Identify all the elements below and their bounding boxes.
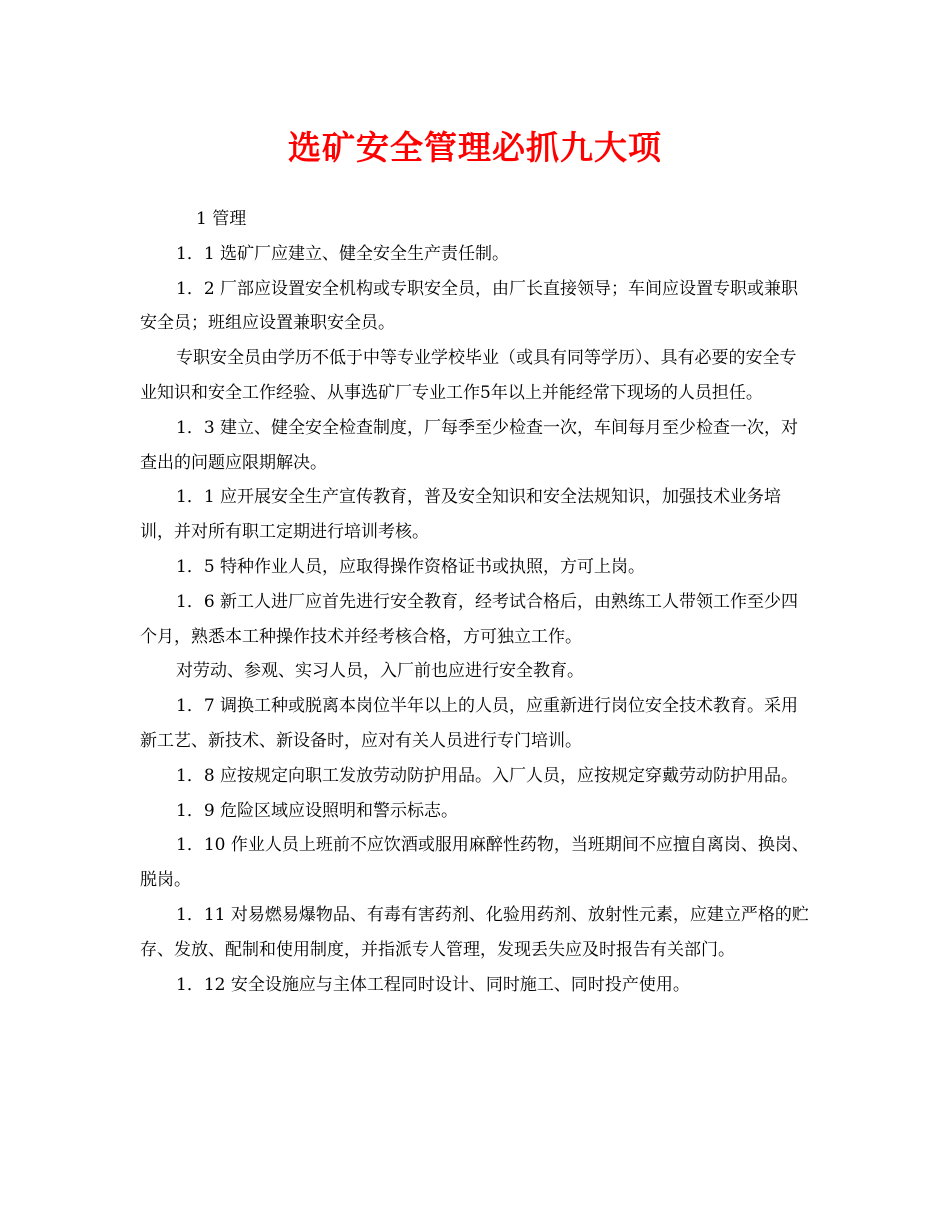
- paragraph: 1．6 新工人进厂应首先进行安全教育，经考试合格后，由熟练工人带领工作至少四个月，熟悉本工种操作技术并经考核合格，方可独立工作。: [140, 591, 799, 647]
- paragraph: 1．1 选矿厂应建立、健全安全生产责任制。: [176, 243, 510, 264]
- paragraph: 1．3 建立、健全安全检查制度，厂每季至少检查一次，车间每月至少检查一次，对查出的问题应限期解决。: [140, 417, 799, 473]
- document-title: 选矿安全管理必抓九大项: [288, 128, 662, 167]
- document-body: [140, 202, 812, 1002]
- paragraph: 1．2 厂部应设置安全机构或专职安全员，由厂长直接领导；车间应设置专职或兼职安全员；班组应设置兼职安全员。: [140, 278, 799, 334]
- paragraph: 1．9 危险区域应设照明和警示标志。: [176, 800, 459, 821]
- paragraph: 1．12 安全设施应与主体工程同时设计、同时施工、同时投产使用。: [176, 974, 690, 995]
- paragraph: 1 管理: [196, 209, 247, 229]
- paragraph: 1．10 作业人员上班前不应饮酒或服用麻醉性药物，当班期间不应擅自离岗、换岗、脱岗。: [140, 835, 809, 891]
- paragraph: 1．1 应开展安全生产宣传教育，普及安全知识和安全法规知识，加强技术业务培训，并对所有职工定期进行培训考核。: [140, 487, 782, 543]
- paragraph: 1．5 特种作业人员，应取得操作资格证书或执照，方可上岗。: [176, 556, 646, 577]
- paragraph: 1．11 对易燃易爆物品、有毒有害药剂、化验用药剂、放射性元素，应建立严格的贮存、发放、配制和使用制度，并指派专人管理，发现丢失应及时报告有关部门。: [140, 904, 809, 960]
- paragraph: 1．7 调换工种或脱离本岗位半年以上的人员，应重新进行岗位安全技术教育。采用新工艺、新技术、新设备时，应对有关人员进行专门培训。: [140, 696, 799, 751]
- paragraph: 专职安全员由学历不低于中等专业学校毕业（或具有同等学历）、具有必要的安全专业知识和安全工作经验、从事选矿厂专业工作5年以上并能经常下现场的人员担任。: [140, 348, 797, 403]
- paragraph: 对劳动、参观、实习人员，入厂前也应进行安全教育。: [176, 661, 584, 682]
- paragraph: 1．8 应按规定向职工发放劳动防护用品。入厂人员，应按规定穿戴劳动防护用品。: [176, 765, 799, 786]
